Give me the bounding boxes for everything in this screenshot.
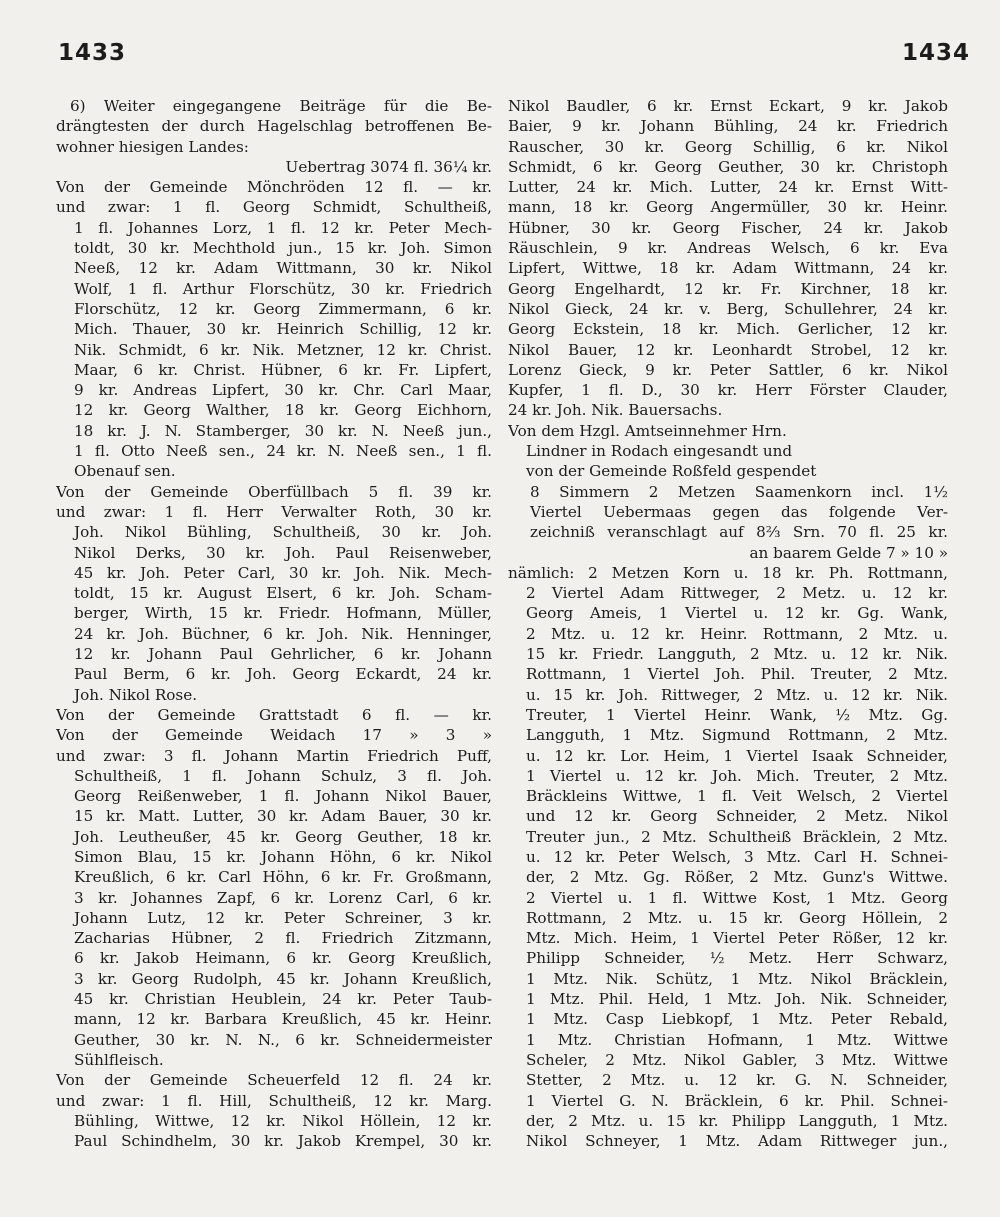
text-line: Georg Ameis, 1 Viertel u. 12 kr. Gg. Wank, bbox=[526, 604, 948, 623]
text-line: 18 kr. J. N. Stamberger, 30 kr. N. Neeß jun., bbox=[74, 421, 492, 440]
text-line: 45 kr. Joh. Peter Carl, 30 kr. Joh. Nik. Mech- bbox=[74, 563, 492, 582]
text-line: Florschütz, 12 kr. Georg Zimmermann, 6 kr. bbox=[74, 299, 492, 318]
text-line: u. 12 kr. Peter Welsch, 3 Mtz. Carl H. Schnei- bbox=[526, 847, 948, 866]
text-line: 6) Weiter eingegangene Beiträge für die Be- bbox=[70, 97, 492, 115]
page-number-left: 1433 bbox=[58, 40, 127, 66]
text-line: nämlich: 2 Metzen Korn u. 18 kr. Ph. Rottmann, bbox=[508, 563, 948, 582]
text-line: Paul Berm, 6 kr. Joh. Georg Eckardt, 24 kr. bbox=[74, 665, 492, 684]
text-line: 15 kr. Matt. Lutter, 30 kr. Adam Bauer, 30 kr. bbox=[74, 807, 492, 826]
text-line: Viertel Uebermaas gegen das folgende Ver- bbox=[530, 502, 948, 521]
text-line: Treuter, 1 Viertel Heinr. Wank, ½ Mtz. Gg. bbox=[526, 705, 948, 724]
text-line: Von der Gemeinde Weidach 17 » 3 » bbox=[56, 726, 492, 745]
text-line: Mtz. Mich. Heim, 1 Viertel Peter Rößer, 12 kr. bbox=[526, 929, 948, 948]
text-line: Kreußlich, 6 kr. Carl Höhn, 6 kr. Fr. Großmann, bbox=[74, 868, 492, 887]
text-line: Maar, 6 kr. Christ. Hübner, 6 kr. Fr. Lipfert, bbox=[74, 360, 492, 379]
text-line: Scheler, 2 Mtz. Nikol Gabler, 3 Mtz. Wittwe bbox=[526, 1050, 948, 1069]
text-line: 1 fl. Otto Neeß sen., 24 kr. N. Neeß sen., 1 fl. bbox=[74, 442, 492, 461]
text-line: Paul Schindhelm, 30 kr. Jakob Krempel, 30 kr. bbox=[74, 1132, 492, 1151]
text-line: u. 15 kr. Joh. Rittweger, 2 Mtz. u. 12 kr. Nik. bbox=[526, 685, 948, 704]
text-line: u. 12 kr. Lor. Heim, 1 Viertel Isaak Schneider, bbox=[526, 746, 948, 765]
text-line: Sühlfleisch. bbox=[74, 1050, 164, 1069]
text-line: Nikol Schneyer, 1 Mtz. Adam Rittweger jun., bbox=[526, 1132, 948, 1151]
text-line: Von der Gemeinde Scheuerfeld 12 fl. 24 kr. bbox=[56, 1071, 492, 1090]
text-line: wohner hiesigen Landes: bbox=[56, 137, 249, 156]
text-line: Mich. Thauer, 30 kr. Heinrich Schillig, 12 kr. bbox=[74, 320, 492, 339]
text-line: 1 Mtz. Christian Hofmann, 1 Mtz. Wittwe bbox=[526, 1030, 948, 1049]
text-line: Treuter jun., 2 Mtz. Schultheiß Bräcklein, 2 Mtz. bbox=[526, 827, 948, 846]
text-line: Räuschlein, 9 kr. Andreas Welsch, 6 kr. Eva bbox=[508, 239, 948, 258]
text-line: Neeß, 12 kr. Adam Wittmann, 30 kr. Nikol bbox=[74, 259, 492, 278]
text-line: von der Gemeinde Roßfeld gespendet bbox=[526, 462, 817, 481]
text-line: und 12 kr. Georg Schneider, 2 Metz. Nikol bbox=[526, 807, 948, 826]
text-line: und zwar: 1 fl. Georg Schmidt, Schultheiß, bbox=[56, 198, 492, 217]
text-line: Joh. Nikol Rose. bbox=[74, 685, 198, 704]
text-line: 12 kr. Johann Paul Gehrlicher, 6 kr. Johann bbox=[74, 645, 492, 664]
text-line: Nikol Derks, 30 kr. Joh. Paul Reisenweber, bbox=[74, 543, 492, 562]
right-text-column bbox=[508, 96, 948, 1151]
text-line: berger, Wirth, 15 kr. Friedr. Hofmann, Müller, bbox=[74, 604, 492, 623]
text-line: Nikol Gieck, 24 kr. v. Berg, Schullehrer, 24 kr. bbox=[508, 299, 948, 318]
text-line: und zwar: 3 fl. Johann Martin Friedrich Puff, bbox=[56, 746, 492, 765]
text-line: 12 kr. Georg Walther, 18 kr. Georg Eichhorn, bbox=[74, 401, 492, 420]
text-line: 9 kr. Andreas Lipfert, 30 kr. Chr. Carl Maar, bbox=[74, 381, 492, 400]
text-line: 45 kr. Christian Heublein, 24 kr. Peter Taub- bbox=[74, 990, 492, 1009]
text-line: Uebertrag 3074 fl. 36¼ kr. bbox=[285, 157, 492, 176]
text-line: 2 Mtz. u. 12 kr. Heinr. Rottmann, 2 Mtz. u. bbox=[526, 624, 948, 643]
text-line: Von der Gemeinde Grattstadt 6 fl. — kr. bbox=[56, 705, 492, 724]
text-line: 6 kr. Jakob Heimann, 6 kr. Georg Kreußlich, bbox=[74, 949, 492, 968]
text-line: 8 Simmern 2 Metzen Saamenkorn incl. 1½ bbox=[530, 482, 948, 501]
page-number-right: 1434 bbox=[901, 40, 970, 66]
text-line: Von dem Hzgl. Amtseinnehmer Hrn. bbox=[508, 421, 787, 440]
text-line: 1 Viertel G. N. Bräcklein, 6 kr. Phil. Schnei- bbox=[526, 1091, 948, 1110]
text-line: mann, 18 kr. Georg Angermüller, 30 kr. Heinr. bbox=[508, 198, 948, 217]
text-line: 3 kr. Johannes Zapf, 6 kr. Lorenz Carl, 6 kr. bbox=[74, 888, 492, 907]
text-line: Baier, 9 kr. Johann Bühling, 24 kr. Friedrich bbox=[508, 117, 948, 136]
text-line: 24 kr. Joh. Büchner, 6 kr. Joh. Nik. Henninger, bbox=[74, 624, 492, 643]
text-line: toldt, 30 kr. Mechthold jun., 15 kr. Joh. Simon bbox=[74, 239, 492, 258]
text-line: Schultheiß, 1 fl. Johann Schulz, 3 fl. Joh. bbox=[74, 766, 492, 785]
text-line: Georg Engelhardt, 12 kr. Fr. Kirchner, 18 kr. bbox=[508, 279, 948, 298]
text-line: drängtesten der durch Hagelschlag betroffenen Be- bbox=[56, 117, 492, 136]
text-line: toldt, 15 kr. August Elsert, 6 kr. Joh. Scham- bbox=[74, 584, 492, 603]
text-line: 1 Mtz. Casp Liebkopf, 1 Mtz. Peter Rebald, bbox=[526, 1010, 948, 1029]
text-line: Stetter, 2 Mtz. u. 12 kr. G. N. Schneider, bbox=[526, 1071, 948, 1090]
text-line: Lipfert, Wittwe, 18 kr. Adam Wittmann, 24 kr. bbox=[508, 259, 948, 278]
text-line: 1 Mtz. Nik. Schütz, 1 Mtz. Nikol Bräcklein, bbox=[526, 969, 948, 988]
text-line: Rauscher, 30 kr. Georg Schillig, 6 kr. Nikol bbox=[508, 137, 948, 156]
text-line: Bräckleins Wittwe, 1 fl. Veit Welsch, 2 Viertel bbox=[526, 787, 948, 806]
text-line: Obenauf sen. bbox=[74, 462, 176, 481]
text-line: Hübner, 30 kr. Georg Fischer, 24 kr. Jakob bbox=[508, 218, 948, 237]
text-line: Georg Reißenweber, 1 fl. Johann Nikol Bauer, bbox=[74, 787, 492, 806]
text-line: und zwar: 1 fl. Herr Verwalter Roth, 30 kr. bbox=[56, 502, 492, 521]
text-line: an baarem Gelde 7 » 10 » bbox=[749, 543, 948, 562]
text-line: Kupfer, 1 fl. D., 30 kr. Herr Förster Clauder, bbox=[508, 381, 948, 400]
text-line: Georg Eckstein, 18 kr. Mich. Gerlicher, 12 kr. bbox=[508, 320, 948, 339]
text-line: Simon Blau, 15 kr. Johann Höhn, 6 kr. Nikol bbox=[74, 847, 492, 866]
text-line: Rottmann, 2 Mtz. u. 15 kr. Georg Höllein, 2 bbox=[526, 908, 948, 927]
text-line: Langguth, 1 Mtz. Sigmund Rottmann, 2 Mtz. bbox=[526, 726, 948, 745]
text-line: Geuther, 30 kr. N. N., 6 kr. Schneidermeister bbox=[74, 1030, 492, 1049]
left-text-column bbox=[56, 96, 492, 1151]
text-line: 2 Viertel u. 1 fl. Wittwe Kost, 1 Mtz. Georg bbox=[526, 888, 948, 907]
text-line: Philipp Schneider, ½ Metz. Herr Schwarz, bbox=[526, 949, 948, 968]
text-line: und zwar: 1 fl. Hill, Schultheiß, 12 kr. Marg. bbox=[56, 1091, 492, 1110]
text-line: 24 kr. Joh. Nik. Bauersachs. bbox=[508, 401, 723, 420]
text-line: Schmidt, 6 kr. Georg Geuther, 30 kr. Christoph bbox=[508, 157, 948, 176]
text-line: Rottmann, 1 Viertel Joh. Phil. Treuter, 2 Mtz. bbox=[526, 665, 948, 684]
text-line: mann, 12 kr. Barbara Kreußlich, 45 kr. Heinr. bbox=[74, 1010, 492, 1029]
text-line: der, 2 Mtz. u. 15 kr. Philipp Langguth, 1 Mtz. bbox=[526, 1111, 948, 1130]
text-line: der, 2 Mtz. Gg. Rößer, 2 Mtz. Gunz's Wittwe. bbox=[526, 868, 948, 887]
text-line: Von der Gemeinde Mönchröden 12 fl. — kr. bbox=[56, 178, 492, 197]
text-line: Nikol Bauer, 12 kr. Leonhardt Strobel, 12 kr. bbox=[508, 340, 948, 359]
text-line: Joh. Nikol Bühling, Schultheiß, 30 kr. Joh. bbox=[74, 523, 492, 542]
text-line: Nik. Schmidt, 6 kr. Nik. Metzner, 12 kr. Christ. bbox=[74, 340, 492, 359]
text-line: 1 Mtz. Phil. Held, 1 Mtz. Joh. Nik. Schneider, bbox=[526, 990, 948, 1009]
text-line: zeichniß veranschlagt auf 8⅔ Srn. 70 fl. 25 kr. bbox=[530, 523, 948, 542]
text-line: Bühling, Wittwe, 12 kr. Nikol Höllein, 12 kr. bbox=[74, 1111, 492, 1130]
text-line: Lindner in Rodach eingesandt und bbox=[526, 442, 793, 461]
text-line: Zacharias Hübner, 2 fl. Friedrich Zitzmann, bbox=[74, 929, 492, 948]
text-line: 1 Viertel u. 12 kr. Joh. Mich. Treuter, 2 Mtz. bbox=[526, 766, 948, 785]
text-line: 3 kr. Georg Rudolph, 45 kr. Johann Kreußlich, bbox=[74, 969, 492, 988]
text-line: Johann Lutz, 12 kr. Peter Schreiner, 3 kr. bbox=[74, 908, 492, 927]
text-line: Lorenz Gieck, 9 kr. Peter Sattler, 6 kr. Nikol bbox=[508, 360, 948, 379]
text-line: Lutter, 24 kr. Mich. Lutter, 24 kr. Ernst Witt- bbox=[508, 178, 948, 197]
text-line: Nikol Baudler, 6 kr. Ernst Eckart, 9 kr. Jakob bbox=[508, 97, 948, 115]
text-line: Wolf, 1 fl. Arthur Florschütz, 30 kr. Friedrich bbox=[74, 279, 492, 298]
text-line: Joh. Leutheußer, 45 kr. Georg Geuther, 18 kr. bbox=[74, 827, 492, 846]
text-line: 1 fl. Johannes Lorz, 1 fl. 12 kr. Peter Mech- bbox=[74, 218, 492, 237]
text-line: 15 kr. Friedr. Langguth, 2 Mtz. u. 12 kr. Nik. bbox=[526, 645, 948, 664]
text-line: Von der Gemeinde Oberfüllbach 5 fl. 39 kr. bbox=[56, 482, 492, 501]
text-line: 2 Viertel Adam Rittweger, 2 Metz. u. 12 kr. bbox=[526, 584, 948, 603]
